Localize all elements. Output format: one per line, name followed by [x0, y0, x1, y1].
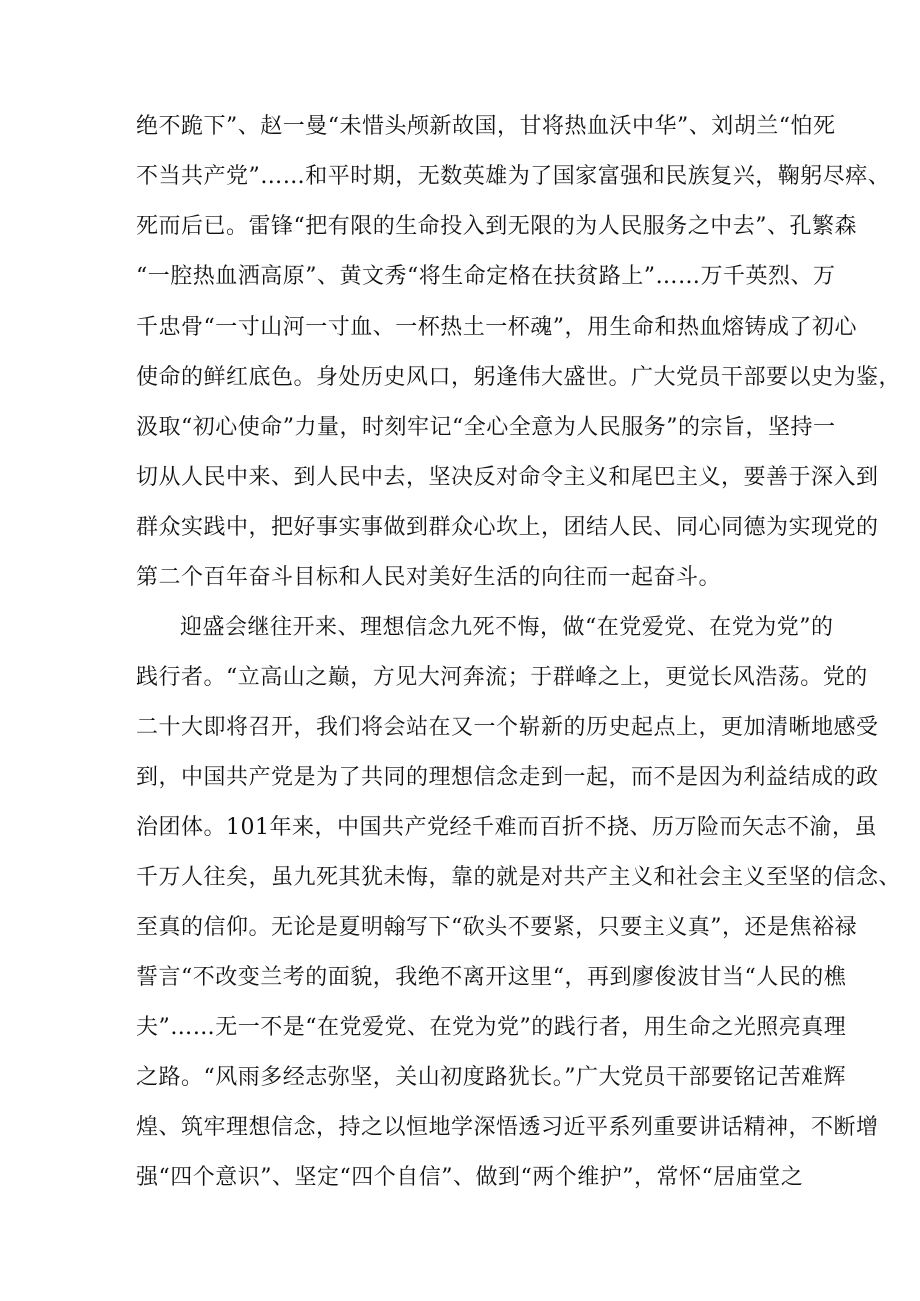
- text-line: 死而后已。雷锋“把有限的生命投入到无限的为人民服务之中去”、孔繁森: [136, 214, 857, 239]
- text-line: 强“四个意识”、坚定“四个自信”、做到“两个维护”，常怀“居庙堂之: [136, 1165, 804, 1190]
- text-line: 到，中国共产党是为了共同的理想信念走到一起，而不是因为利益结成的政: [136, 765, 879, 790]
- text-line: 千万人往矣，虽九死其犹未悔，靠的就是对共产主义和社会主义至坚的信念、: [136, 865, 902, 890]
- text-line: 煌、筑牢理想信念，持之以恒地学深悟透习近平系列重要讲话精神，不断增: [136, 1115, 879, 1140]
- text-line: 汲取“初心使命”力量，时刻牢记“全心全意为人民服务”的宗旨，坚持一: [136, 415, 836, 440]
- text-line: 夫”……无一不是“在党爱党、在党为党”的践行者，用生命之光照亮真理: [136, 1015, 847, 1040]
- text-line: 至真的信仰。无论是夏明翰写下“砍头不要紧，只要主义真”，还是焦裕禄: [136, 915, 857, 940]
- text-line: 不当共产党”……和平时期，无数英雄为了国家富强和民族复兴，鞠躬尽瘁、: [136, 164, 891, 189]
- text-line: 治团体。101年来，中国共产党经千难而百折不挠、历万险而矢志不渝，虽: [136, 815, 877, 840]
- text-line: 使命的鲜红底色。身处历史风口，躬逢伟大盛世。广大党员干部要以史为鉴，: [136, 365, 902, 390]
- text-line: “一腔热血洒高原”、黄文秀“将生命定格在扶贫路上”……万千英烈、万: [136, 264, 836, 289]
- text-line: 群众实践中，把好事实事做到群众心坎上，团结人民、同心同德为实现党的: [136, 515, 879, 540]
- text-line: 之路。“风雨多经志弥坚，关山初度路犹长。”广大党员干部要铭记苦难辉: [136, 1065, 846, 1090]
- text-line: 切从人民中来、到人民中去，坚决反对命令主义和尾巴主义，要善于深入到: [136, 465, 879, 490]
- text-line: 第二个百年奋斗目标和人民对美好生活的向往而一起奋斗。: [136, 565, 722, 590]
- text-line: 千忠骨“一寸山河一寸血、一杯热土一杯魂”，用生命和热血熔铸成了初心: [136, 315, 857, 340]
- text-line: 践行者。“立高山之巅，方见大河奔流；于群峰之上，更觉长风浩荡。党的: [136, 665, 868, 690]
- text-line: 绝不跪下”、赵一曼“未惜头颅新故国，甘将热血沃中华”、刘胡兰“怕死: [136, 114, 836, 139]
- text-line: 二十大即将召开，我们将会站在又一个崭新的历史起点上，更加清晰地感受: [136, 715, 879, 740]
- paragraph-first-line: 迎盛会继往开来、理想信念九死不悔，做“在党爱党、在党为党”的: [180, 615, 834, 640]
- text-line: 誓言“不改变兰考的面貌，我绝不离开这里“，再到廖俊波甘当“人民的樵: [136, 965, 847, 990]
